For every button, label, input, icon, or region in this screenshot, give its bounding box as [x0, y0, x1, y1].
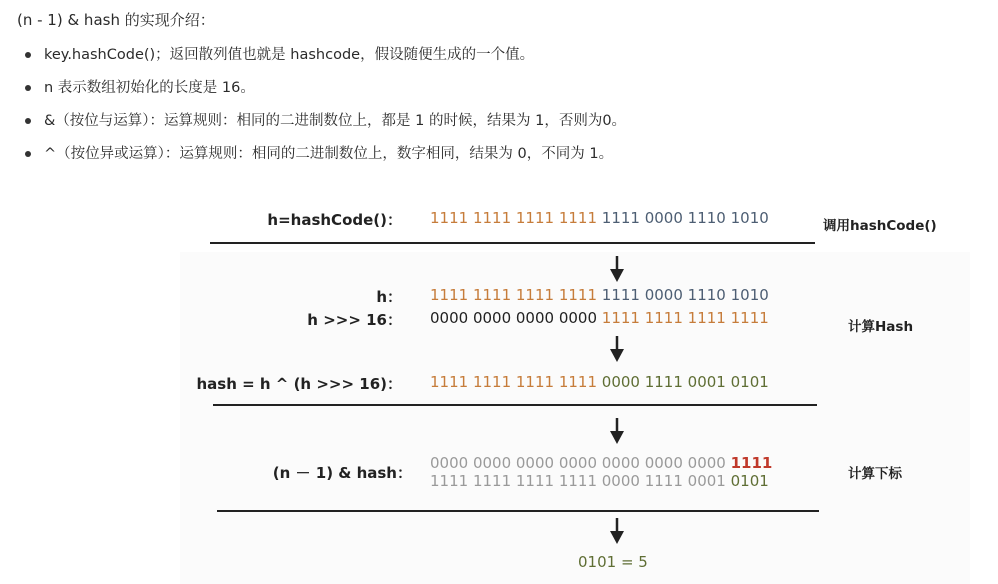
note-compute-hash: 计算Hash: [848, 319, 914, 335]
bullet-text: ^（按位异或运算）：运算规则：相同的二进制数位上，数字相同，结果为 0，不同为 1。: [44, 146, 614, 162]
h-bits-high: 1111 1111 1111 1111: [430, 286, 597, 304]
bullet-item: [22, 44, 626, 77]
intro-text: (n - 1) & hash 的实现介绍：: [17, 11, 215, 29]
bullet-text: &（按位与运算）：运算规则：相同的二进制数位上，都是 1 的时候，结果为 1，否则为0。: [44, 113, 627, 129]
down-arrow-icon: [610, 418, 624, 444]
result-value: 0101 = 5: [578, 553, 648, 571]
hashcode-bits-low: 1111 0000 1110 1010: [601, 209, 769, 227]
bullet-item: [22, 143, 626, 176]
mask-bits: [430, 454, 772, 472]
note-call-hashcode: 调用hashCode(): [823, 218, 937, 234]
bullet-list: [22, 44, 626, 176]
bullet-item: [22, 77, 626, 110]
divider-line: [213, 404, 817, 406]
hash-bits: [430, 373, 769, 391]
mask-bits-tail: 1111: [730, 454, 773, 472]
shift-bits: [430, 309, 769, 327]
hashcode-bits: [430, 209, 769, 227]
hash-input-bits-tail: 0101: [730, 472, 769, 490]
mask-bits-main: 0000 0000 0000 0000 0000 0000 0000: [430, 454, 726, 472]
bullet-dot-icon: [25, 151, 31, 157]
index-label: (n － 1) & hash：: [272, 464, 412, 482]
down-arrow-icon: [610, 256, 624, 282]
hash-input-bits: [430, 472, 769, 490]
hash-input-bits-main: 1111 1111 1111 1111 0000 1111 0001: [430, 472, 726, 490]
divider-line: [210, 242, 815, 244]
bullet-item: [22, 110, 626, 143]
hash-diagram: [180, 192, 980, 584]
bullet-dot-icon: [25, 118, 31, 124]
bullet-text: n 表示数组初始化的长度是 16。: [44, 80, 255, 96]
down-arrow-icon: [610, 336, 624, 362]
bullet-text: key.hashCode()；返回散列值也就是 hashcode，假设随便生成的一个值。: [44, 47, 535, 63]
hash-bits-low: 0000 1111 0001 0101: [601, 373, 769, 391]
h-bits: [430, 286, 769, 304]
hash-bits-high: 1111 1111 1111 1111: [430, 373, 597, 391]
divider-line: [217, 510, 819, 512]
note-compute-index: 计算下标: [848, 466, 902, 482]
h-label: h：: [376, 288, 402, 306]
h-bits-low: 1111 0000 1110 1010: [601, 286, 769, 304]
hashcode-label: h=hashCode()：: [267, 211, 402, 229]
shift-bits-low: 1111 1111 1111 1111: [601, 309, 769, 327]
hash-label: hash = h ^ (h >>> 16)：: [196, 375, 402, 393]
shift-bits-high: 0000 0000 0000 0000: [430, 309, 597, 327]
shift-label: h >>> 16：: [307, 311, 402, 329]
hashcode-bits-high: 1111 1111 1111 1111: [430, 209, 597, 227]
bullet-dot-icon: [25, 85, 31, 91]
bullet-dot-icon: [25, 52, 31, 58]
down-arrow-icon: [610, 518, 624, 544]
